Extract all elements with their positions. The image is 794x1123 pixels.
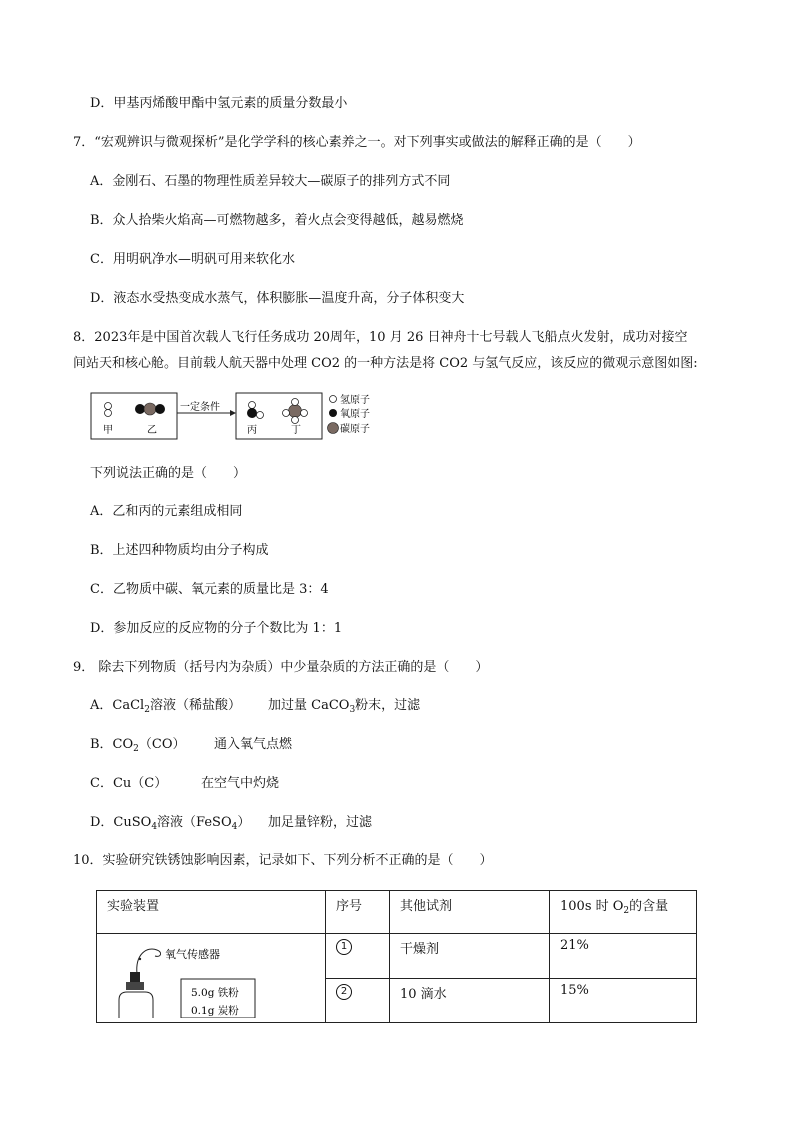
q8-option-c: C．乙物质中碳、氧元素的质量比是 3：4 — [90, 582, 329, 597]
q9-option-d-method: 加足量锌粉，过滤 — [268, 815, 373, 830]
label-bing: 丙 — [247, 425, 257, 436]
q9-option-a-method: 加过量 CaCO$_3$粉末，过滤 — [268, 698, 421, 715]
question-7-stem: 7．“宏观辨识与微观探析”是化学学科的核心素养之一。对下列事实或做法的解释正确的是（ ） — [73, 135, 641, 150]
row-o2: 15% — [550, 978, 697, 1023]
q8-option-a: A．乙和丙的元素组成相同 — [90, 504, 243, 519]
legend-o-icon — [329, 409, 337, 417]
q9-option-c: C．Cu（C） — [90, 776, 168, 791]
q9-option-b: B．$CO_2(CO)$ — [90, 737, 186, 754]
c-atom — [289, 405, 302, 418]
header-number: 序号 — [326, 891, 390, 934]
q8-prompt: 下列说法正确的是（ ） — [90, 466, 247, 481]
c-atom — [144, 403, 156, 415]
apparatus-cell — [97, 934, 326, 1023]
label-jia: 甲 — [103, 425, 113, 436]
contents-carbon: 0.1g 炭粉 — [191, 1005, 239, 1017]
table-row — [97, 934, 697, 979]
q9-option-d: D．CuSO$_4$溶液（FeSO$_4$） — [90, 815, 251, 832]
row-reagent: 干燥剂 — [390, 934, 550, 979]
q8-option-d: D．参加反应的反应物的分子个数比为 1：1 — [90, 621, 343, 636]
o-atom — [135, 404, 145, 414]
q8-option-b: B．上述四种物质均由分子构成 — [90, 543, 269, 558]
row-reagent: 10 滴水 — [390, 978, 550, 1023]
reaction-micro-diagram — [90, 391, 410, 443]
header-o2-content: 100s 时 $O_2$的含量 — [550, 891, 697, 934]
q7-option-d: D．液态水受热变成水蒸气，体积膨胀—温度升高，分子体积变大 — [90, 291, 465, 306]
h-atom — [105, 410, 112, 417]
header-apparatus: 实验装置 — [97, 891, 326, 934]
question-8-stem-line2: 间站天和核心舱。目前载人航天器中处理 CO2 的一种方法是将 CO2 与氢气反应，该反应的微观示意图如图: — [73, 356, 698, 371]
legend-o-label: 氧原子 — [340, 409, 370, 420]
q9-option-c-method: 在空气中灼烧 — [201, 776, 280, 791]
h-atom — [301, 410, 308, 417]
label-ding: 丁 — [291, 425, 301, 436]
q6-option-d: D．甲基丙烯酸甲酯中氢元素的质量分数最小 — [90, 96, 348, 111]
contents-iron: 5.0g 铁粉 — [191, 987, 239, 999]
label-yi: 乙 — [147, 425, 157, 436]
o-atom — [155, 404, 165, 414]
legend-h-label: 氢原子 — [340, 395, 370, 406]
h-atom — [257, 412, 264, 419]
question-8-stem-line1: 8．2023年是中国首次载人飞行任务成功 20周年，10 月 26 日神舟十七号载人飞船点火发射，成功对接空 — [73, 330, 688, 345]
row-o2: 21% — [550, 934, 697, 979]
q7-option-a: A．金刚石、石墨的物理性质差异较大—碳原子的排列方式不同 — [90, 174, 451, 189]
q7-option-b: B．众人拾柴火焰高—可燃物越多，着火点会变得越低，越易燃烧 — [90, 213, 464, 228]
question-9-stem: 9． 除去下列物质（括号内为杂质）中少量杂质的方法正确的是（ ） — [73, 660, 489, 675]
row-number: 2 — [326, 978, 390, 1023]
h-atom — [105, 403, 112, 410]
h-atom — [249, 402, 256, 409]
row-number: 1 — [326, 934, 390, 979]
q9-option-b-method: 通入氧气点燃 — [214, 737, 293, 752]
table-header-row — [97, 891, 697, 934]
q9-option-a: A．CaCl$_2$溶液（稀盐酸） — [90, 698, 241, 715]
sensor-label: 氧气传感器 — [165, 948, 220, 961]
legend-c-icon — [328, 423, 339, 434]
legend-c-label: 碳原子 — [340, 424, 370, 435]
experiment-table — [96, 890, 697, 1023]
h-atom — [292, 399, 299, 406]
header-reagent: 其他试剂 — [390, 891, 550, 934]
h-atom — [292, 417, 299, 424]
apparatus-drawing — [97, 934, 305, 1018]
question-10-stem: 10．实验研究铁锈蚀影响因素，记录如下、下列分析不正确的是（ ） — [73, 853, 493, 868]
reaction-condition-label: 一定条件 — [180, 402, 220, 413]
legend-h-icon — [330, 396, 337, 403]
o-atom — [247, 408, 257, 418]
h-atom — [283, 410, 290, 417]
q7-option-c: C．用明矾净水—明矾可用来软化水 — [90, 252, 295, 267]
